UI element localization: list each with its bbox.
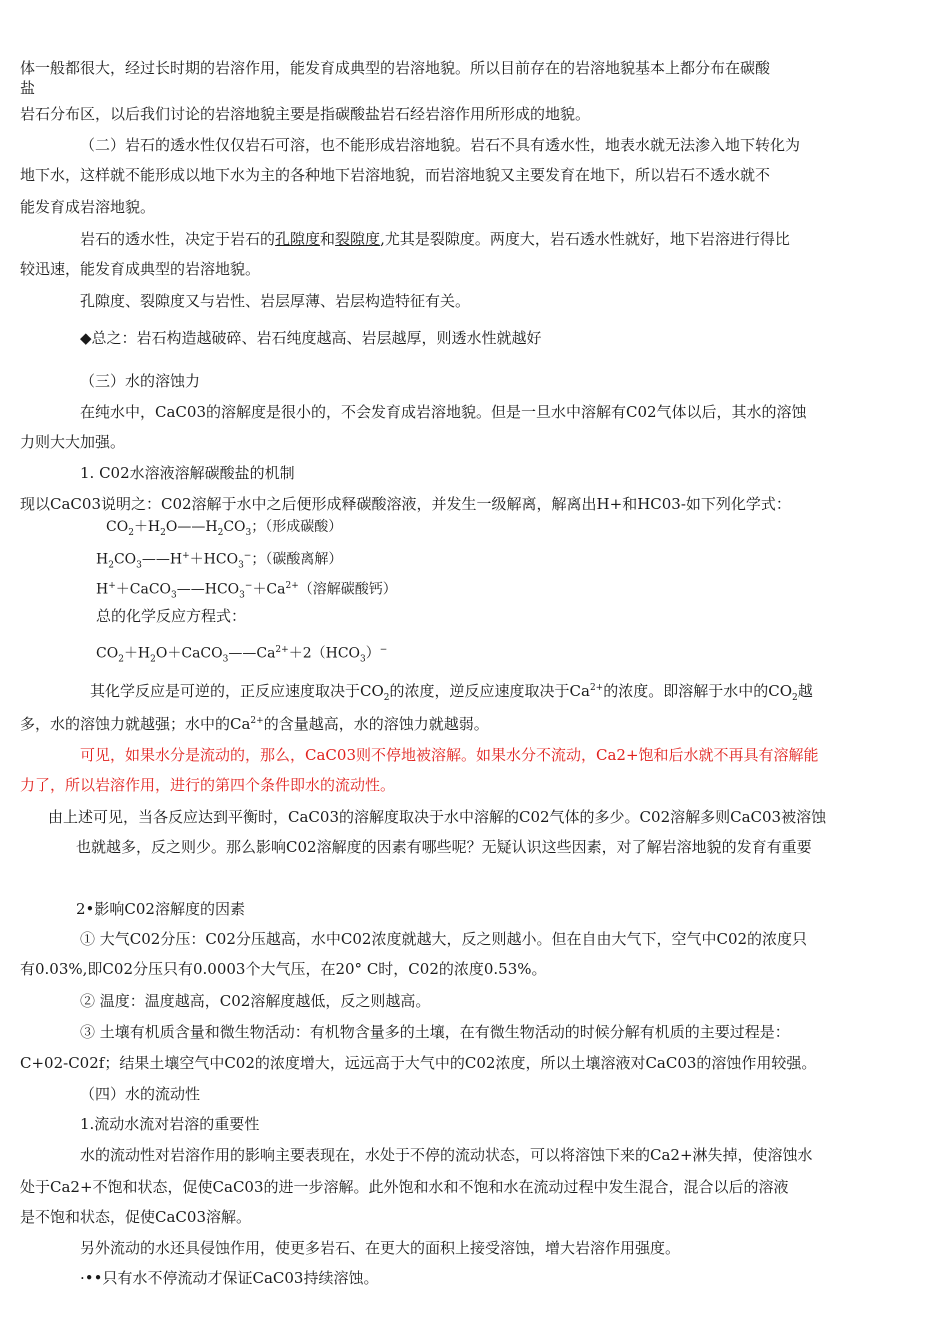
chem-equation-3: $H^++CaCO_3——HCO_3^-+Ca^{2+}$（溶解碳酸钙） [96, 581, 397, 601]
paragraph-line: 处于Ca2+不饱和状态，促使CaC03的进一步溶解。此外饱和水和不饱和水在流动过程中发生混合，混合以后的溶液 [20, 1178, 789, 1196]
paragraph-line: 是不饱和状态，促使CaC03溶解。 [20, 1208, 251, 1226]
term-fissure: 裂隙度 [335, 230, 381, 248]
highlight-line: 可见，如果水分是流动的，那么，CaC03则不停地被溶解。如果水分不流动，Ca2+饱和后水就不再具有溶解能 [80, 746, 819, 764]
list-item: ③ 土壤有机质含量和微生物活动：有机物含量多的土壤，在有微生物活动的时候分解有机质的主要过程是： [80, 1023, 790, 1041]
summary-line: ◆总之：岩石构造越破碎、岩石纯度越高、岩层越厚，则透水性就越好 [80, 329, 542, 347]
term-porosity: 孔隙度 [275, 230, 321, 248]
paragraph-line: 总的化学反应方程式： [96, 607, 247, 625]
paragraph-line: 由上述可见，当各反应达到平衡时，CaC03的溶解度取决于水中溶解的C02气体的多少。C02溶解多则CaC03被溶蚀 [48, 808, 827, 826]
section-heading-permeability: （二）岩石的透水性仅仅岩石可溶，也不能形成岩溶地貌。岩石不具有透水性，地表水就无法渗入地下转化为 [80, 136, 801, 154]
paragraph-line: 地下水，这样就不能形成以地下水为主的各种地下岩溶地貌，而岩溶地貌又主要发育在地下，所以岩石不透水就不 [20, 166, 771, 184]
paragraph-line: 孔隙度、裂隙度又与岩性、岩层厚薄、岩层构造特征有关。 [80, 292, 471, 310]
paragraph-line: 其化学反应是可逆的，正反应速度取决于$CO_2$的浓度，逆反应速度取决于$Ca^{2+}$的浓度。即溶解于水中的$CO_2$越 [90, 682, 813, 703]
paragraph-line: 力则大大加强。 [20, 433, 126, 451]
section-heading-dissolution: （三）水的溶蚀力 [80, 372, 201, 390]
paragraph-line: 多，水的溶蚀力就越强；水中的$Ca^{2+}$的含量越高，水的溶蚀力就越弱。 [20, 715, 489, 733]
paragraph-line: 也就越多，反之则少。那么影响C02溶解度的因素有哪些呢？无疑认识这些因素，对了解岩溶地貌的发育有重要 [76, 838, 812, 856]
highlight-line: 力了，所以岩溶作用，进行的第四个条件即水的流动性。 [20, 776, 396, 794]
subsection-heading: 1. C02水溶液溶解碳酸盐的机制 [80, 464, 295, 482]
paragraph-line: 有0.03%,即C02分压只有0.0003个大气压，在20° C时，C02的浓度0.53%。 [20, 960, 547, 978]
paragraph-line: 岩石分布区，以后我们讨论的岩溶地貌主要是指碳酸盐岩石经岩溶作用所形成的地貌。 [20, 105, 591, 123]
paragraph-line: 在纯水中，CaC03的溶解度是很小的，不会发育成岩溶地貌。但是一旦水中溶解有C02气体以后，其水的溶蚀 [80, 403, 807, 421]
paragraph-line: 较迅速，能发育成典型的岩溶地貌。 [20, 260, 261, 278]
chem-equation-total: $CO_2+H_2O+CaCO_3——Ca^{2+}+2(HCO_3)^-$ [96, 645, 388, 665]
paragraph-line: 能发育成岩溶地貌。 [20, 198, 156, 216]
paragraph-line: 岩石的透水性，决定于岩石的孔隙度和裂隙度,尤其是裂隙度。两度大，岩石透水性就好，地下岩溶进行得比 [80, 230, 790, 248]
section-heading-flow: （四）水的流动性 [80, 1085, 201, 1103]
paragraph-line: ·••只有水不停流动才保证CaC03持续溶蚀。 [80, 1269, 379, 1287]
subsection-heading: 2•影响C02溶解度的因素 [76, 900, 245, 918]
paragraph-line: 水的流动性对岩溶作用的影响主要表现在，水处于不停的流动状态，可以将溶蚀下来的Ca2+淋失掉，使溶蚀水 [80, 1146, 813, 1164]
chem-equation-2: $H_2CO_3——H^++HCO_3^-$；（碳酸离解） [96, 551, 343, 571]
list-item: ② 温度：温度越高，C02溶解度越低，反之则越高。 [80, 992, 431, 1010]
paragraph-line: 现以CaC03说明之：C02溶解于水中之后便形成释碳酸溶液，并发生一级解离，解离出H+和HC03-如下列化学式： [20, 495, 791, 513]
paragraph-line: 另外流动的水还具侵蚀作用，使更多岩石、在更大的面积上接受溶蚀，增大岩溶作用强度。 [80, 1239, 681, 1257]
list-item: ① 大气C02分压：C02分压越高，水中C02浓度就越大，反之则越小。但在自由大气下，空气中C02的浓度只 [80, 930, 808, 948]
subsection-heading: 1.流动水流对岩溶的重要性 [80, 1115, 260, 1133]
paragraph-line: 盐 [20, 79, 36, 97]
paragraph-line: 体一般都很大，经过长时期的岩溶作用，能发育成典型的岩溶地貌。所以目前存在的岩溶地貌基本上都分布在碳酸 [20, 59, 771, 77]
paragraph-line: C+02-C02f；结果土壤空气中C02的浓度增大，远远高于大气中的C02浓度，所以土壤溶液对CaC03的溶蚀作用较强。 [20, 1054, 817, 1072]
chem-equation-1: $CO_2+H_2O——H_2CO_3$；（形成碳酸） [106, 519, 343, 538]
